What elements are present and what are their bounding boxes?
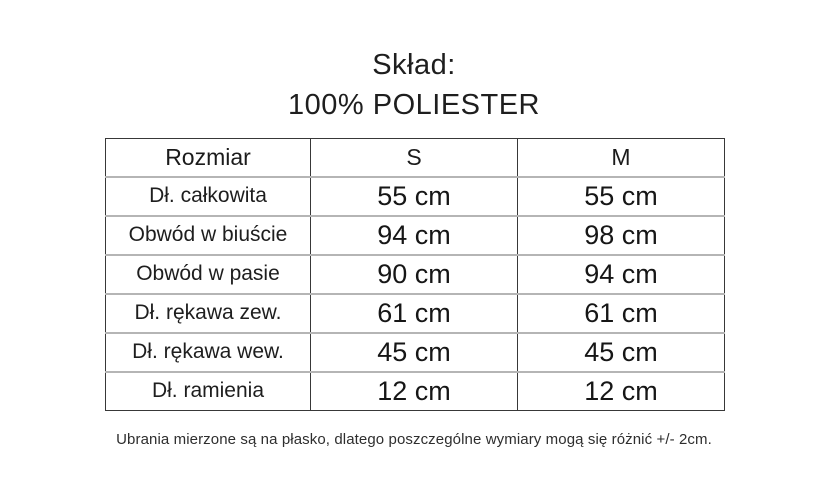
column-header-size-s: S <box>311 139 518 177</box>
measurement-label: Obwód w pasie <box>106 255 311 294</box>
size-s-value: 12 cm <box>311 372 518 411</box>
size-table <box>105 138 725 411</box>
composition-title: Skład: <box>372 49 456 81</box>
measurement-label: Dł. ramienia <box>106 372 311 411</box>
size-m-value: 55 cm <box>518 177 725 216</box>
measurement-label: Dł. rękawa zew. <box>106 294 311 333</box>
column-header-size-m: M <box>518 139 725 177</box>
composition-value: 100% POLIESTER <box>288 89 540 121</box>
size-s-value: 61 cm <box>311 294 518 333</box>
measurement-disclaimer: Ubrania mierzone są na płasko, dlatego poszczególne wymiary mogą się różnić +/- 2cm. <box>116 431 712 448</box>
table-row <box>106 294 725 333</box>
size-s-value: 55 cm <box>311 177 518 216</box>
measurement-label: Dł. całkowita <box>106 177 311 216</box>
table-row <box>106 177 725 216</box>
table-row <box>106 255 725 294</box>
size-s-value: 90 cm <box>311 255 518 294</box>
size-s-value: 45 cm <box>311 333 518 372</box>
table-row <box>106 333 725 372</box>
composition-heading <box>0 46 828 124</box>
measurement-label: Dł. rękawa wew. <box>106 333 311 372</box>
size-s-value: 94 cm <box>311 216 518 255</box>
measurement-label: Obwód w biuście <box>106 216 311 255</box>
size-m-value: 61 cm <box>518 294 725 333</box>
column-header-rozmiar: Rozmiar <box>106 139 311 177</box>
size-m-value: 94 cm <box>518 255 725 294</box>
table-row <box>106 216 725 255</box>
size-m-value: 45 cm <box>518 333 725 372</box>
table-row <box>106 372 725 411</box>
size-m-value: 98 cm <box>518 216 725 255</box>
table-header-row <box>106 139 725 177</box>
size-m-value: 12 cm <box>518 372 725 411</box>
